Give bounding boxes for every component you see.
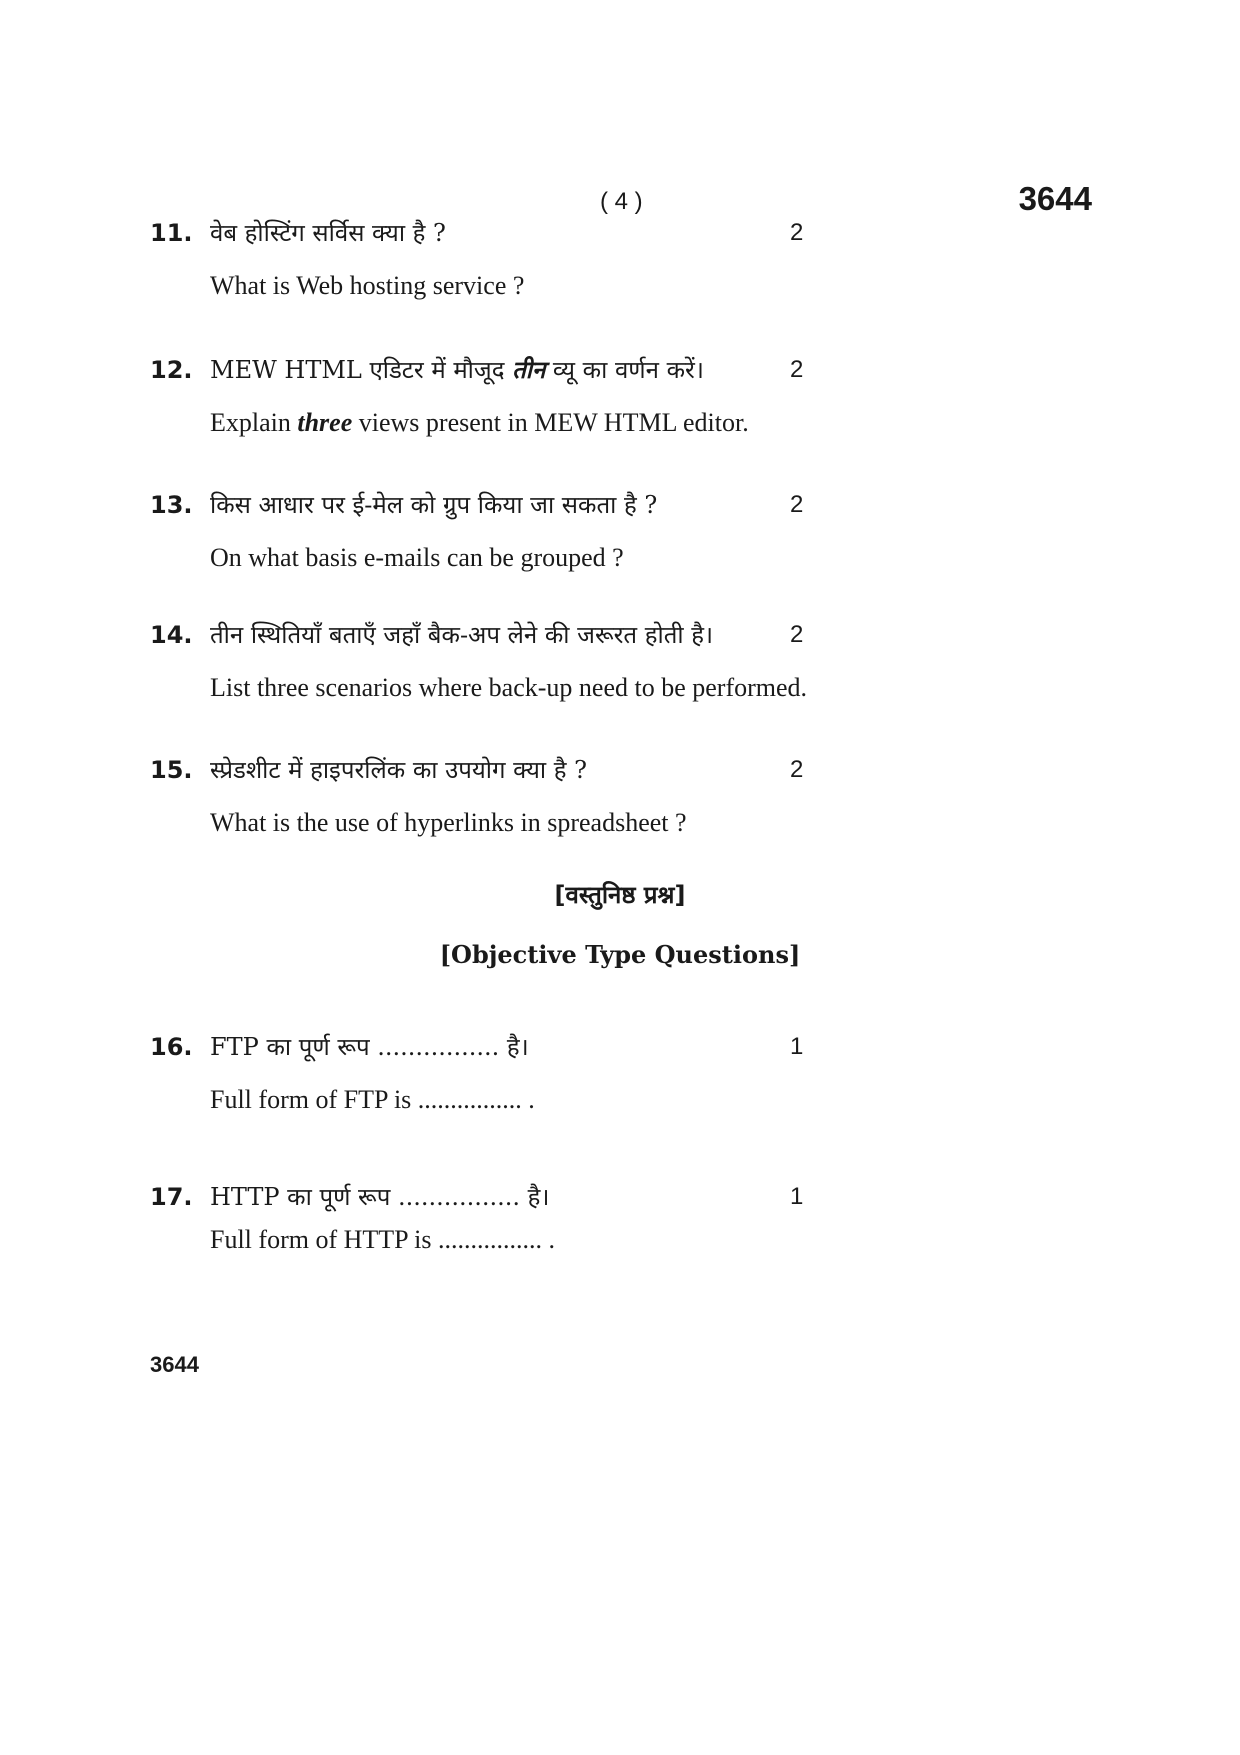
question-number: 12.: [150, 356, 193, 384]
question-number: 11.: [150, 219, 193, 247]
paper-code-footer: 3644: [150, 1352, 199, 1377]
question-marks: 1: [790, 1183, 804, 1210]
question-15: [150, 750, 1050, 838]
question-13: [150, 485, 1050, 573]
question-number: 16.: [150, 1033, 193, 1061]
question-11: [150, 213, 1050, 301]
question-14: [150, 615, 1050, 703]
question-12: [150, 350, 1050, 438]
question-16: [150, 1027, 1050, 1115]
question-text-english: What is the use of hyperlinks in spreadsheet ?: [210, 808, 687, 837]
question-text-hindi: वेब होस्टिंग सर्विस क्या है ?: [210, 219, 446, 247]
question-text-english: Explain three views present in MEW HTML editor.: [210, 408, 749, 437]
question-marks: 2: [790, 621, 804, 648]
question-marks: 2: [790, 491, 804, 518]
question-text-english: Full form of HTTP is ................ .: [210, 1225, 555, 1254]
question-text-english: What is Web hosting service ?: [210, 271, 525, 300]
question-text-hindi: FTP का पूर्ण रूप ................ है।: [210, 1033, 529, 1061]
question-number: 15.: [150, 756, 193, 784]
question-text-english: List three scenarios where back-up need to be performed.: [210, 673, 808, 702]
question-text-hindi: स्प्रेडशीट में हाइपरलिंक का उपयोग क्या है ?: [210, 756, 587, 784]
question-marks: 2: [790, 756, 804, 783]
question-text-english: On what basis e-mails can be grouped ?: [210, 543, 624, 572]
question-marks: 1: [790, 1033, 804, 1060]
question-text-hindi: तीन स्थितियाँ बताएँ जहाँ बैक-अप लेने की जरूरत होती है।: [210, 621, 714, 649]
question-text-hindi: किस आधार पर ई-मेल को ग्रुप किया जा सकता है ?: [210, 491, 658, 519]
paper-code-header: 3644: [1018, 180, 1092, 217]
question-17: [150, 1177, 1050, 1255]
question-number: 17.: [150, 1183, 193, 1211]
question-number: 13.: [150, 491, 193, 519]
question-text-hindi: MEW HTML एडिटर में मौजूद तीन व्यू का वर्णन करें।: [210, 355, 704, 384]
question-text-hindi: HTTP का पूर्ण रूप ................ है।: [210, 1183, 550, 1211]
section-heading-hindi: [वस्तुनिष्ठ प्रश्न]: [554, 881, 686, 909]
question-number: 14.: [150, 621, 193, 649]
section-heading-english: [Objective Type Questions]: [439, 940, 801, 969]
page-number: ( 4 ): [600, 188, 643, 215]
question-marks: 2: [790, 356, 804, 383]
question-text-english: Full form of FTP is ................ .: [210, 1085, 535, 1114]
question-marks: 2: [790, 219, 804, 246]
